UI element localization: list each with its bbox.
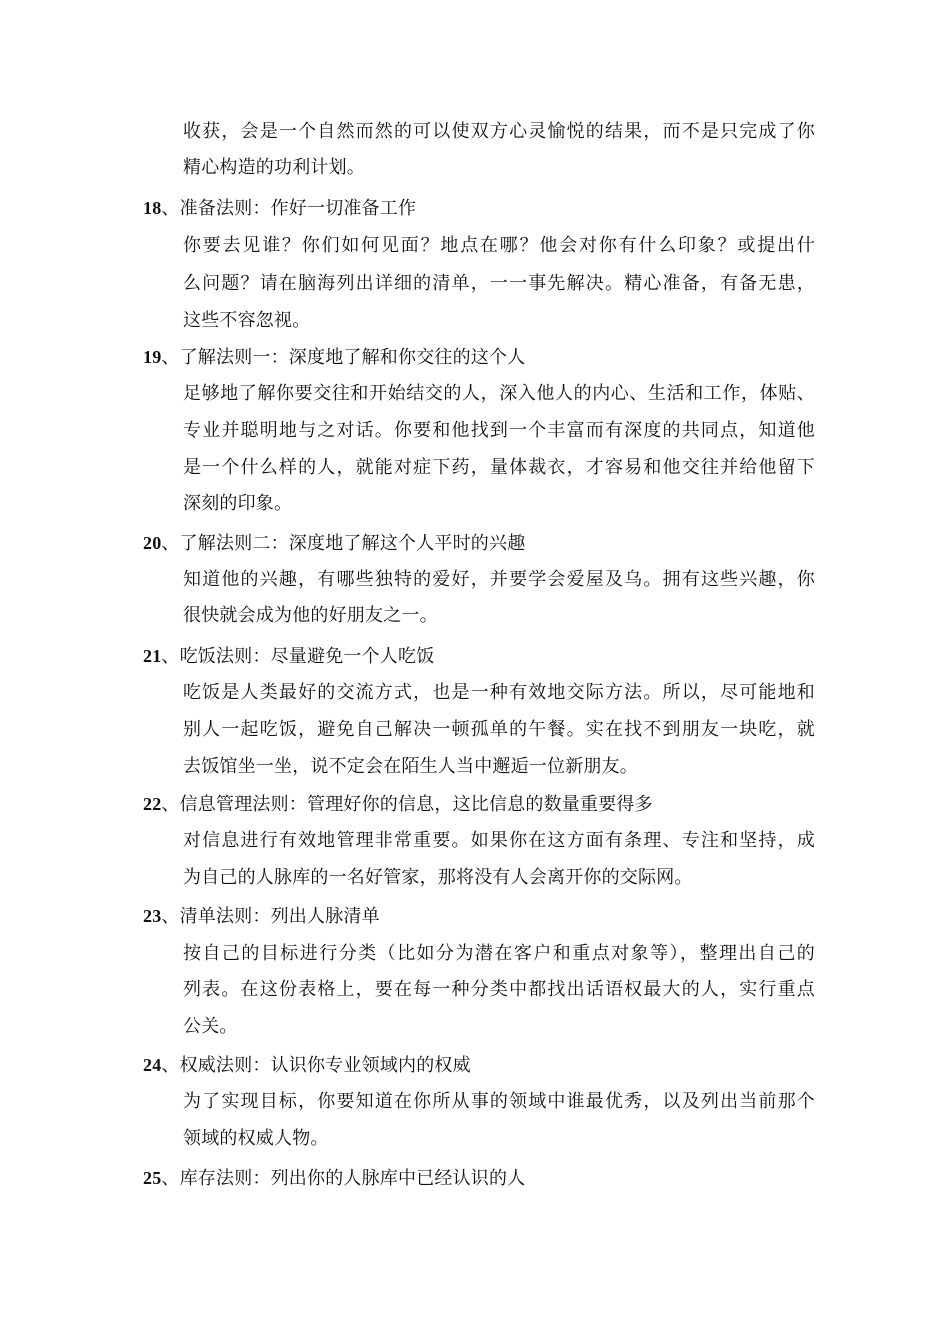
- section-number: 18: [143, 198, 162, 218]
- section-body-line: 专业并聪明地与之对话。你要和他找到一个丰富而有深度的共同点，知道他: [183, 420, 815, 441]
- section-title: 吃饭法则：尽量避免一个人吃饭: [179, 646, 435, 667]
- section-body-line: 公关。: [183, 1016, 238, 1037]
- section-heading-18: [143, 197, 416, 220]
- section-separator: 、: [161, 646, 180, 667]
- section-body-line: 么问题？请在脑海列出详细的清单，一一事先解决。精心准备，有备无患，: [183, 273, 815, 294]
- intro-line: 收获，会是一个自然而然的可以使双方心灵愉悦的结果，而不是只完成了你: [183, 121, 815, 142]
- section-body-line: 为自己的人脉库的一名好管家，那将没有人会离开你的交际网。: [183, 867, 693, 888]
- section-title: 清单法则：列出人脉清单: [179, 906, 380, 927]
- section-body-line: 领域的权威人物。: [183, 1128, 329, 1149]
- section-separator: 、: [161, 347, 180, 368]
- section-number: 22: [143, 794, 162, 814]
- section-title: 信息管理法则：管理好你的信息，这比信息的数量重要得多: [179, 794, 653, 815]
- section-number: 23: [143, 906, 162, 926]
- section-heading-19: [143, 346, 525, 369]
- section-title: 了解法则二：深度地了解这个人平时的兴趣: [179, 533, 526, 554]
- section-body-line: 是一个什么样的人，就能对症下药，量体裁衣，才容易和他交往并给他留下: [183, 457, 815, 478]
- section-body-line: 很快就会成为他的好朋友之一。: [183, 605, 438, 626]
- section-number: 24: [143, 1055, 162, 1075]
- section-heading-21: [143, 645, 434, 668]
- section-title: 准备法则：作好一切准备工作: [179, 198, 417, 219]
- section-separator: 、: [161, 198, 180, 219]
- section-body-line: 深刻的印象。: [183, 493, 293, 514]
- section-body-line: 足够地了解你要交往和开始结交的人，深入他人的内心、生活和工作，体贴、: [183, 383, 815, 404]
- section-body-line: 知道他的兴趣，有哪些独特的爱好，并要学会爱屋及乌。拥有这些兴趣，你: [183, 569, 815, 590]
- section-number: 21: [143, 646, 162, 666]
- section-body-line: 为了实现目标，你要知道在你所从事的领域中谁最优秀，以及列出当前那个: [183, 1091, 815, 1112]
- section-body-line: 列表。在这份表格上，要在每一种分类中都找出话语权最大的人，实行重点: [183, 979, 815, 1000]
- section-body-line: 对信息进行有效地管理非常重要。如果你在这方面有条理、专注和坚持，成: [183, 830, 815, 851]
- section-body-line: 吃饭是人类最好的交流方式，也是一种有效地交际方法。所以，尽可能地和: [183, 682, 815, 703]
- section-separator: 、: [161, 533, 180, 554]
- section-heading-20: [143, 532, 525, 555]
- intro-line: 精心构造的功利计划。: [183, 157, 365, 178]
- section-heading-24: [143, 1054, 471, 1077]
- section-separator: 、: [161, 906, 180, 927]
- section-body-line: 去饭馆坐一坐，说不定会在陌生人当中邂逅一位新朋友。: [183, 756, 638, 777]
- section-separator: 、: [161, 1055, 180, 1076]
- section-separator: 、: [161, 1168, 180, 1189]
- section-body-line: 这些不容忽视。: [183, 310, 311, 331]
- section-separator: 、: [161, 794, 180, 815]
- section-body-line: 按自己的目标进行分类（比如分为潜在客户和重点对象等），整理出自己的: [183, 943, 815, 964]
- section-title: 权威法则：认识你专业领域内的权威: [179, 1055, 471, 1076]
- section-heading-22: [143, 793, 653, 816]
- section-body-line: 别人一起吃饭，避免自己解决一顿孤单的午餐。实在找不到朋友一块吃，就: [183, 719, 815, 740]
- section-heading-23: [143, 905, 380, 928]
- section-title: 库存法则：列出你的人脉库中已经认识的人: [179, 1168, 526, 1189]
- section-heading-25: [143, 1167, 525, 1190]
- section-number: 20: [143, 533, 162, 553]
- section-number: 19: [143, 347, 162, 367]
- section-body-line: 你要去见谁？你们如何见面？地点在哪？他会对你有什么印象？或提出什: [183, 235, 815, 256]
- section-number: 25: [143, 1168, 162, 1188]
- section-title: 了解法则一：深度地了解和你交往的这个人: [179, 347, 526, 368]
